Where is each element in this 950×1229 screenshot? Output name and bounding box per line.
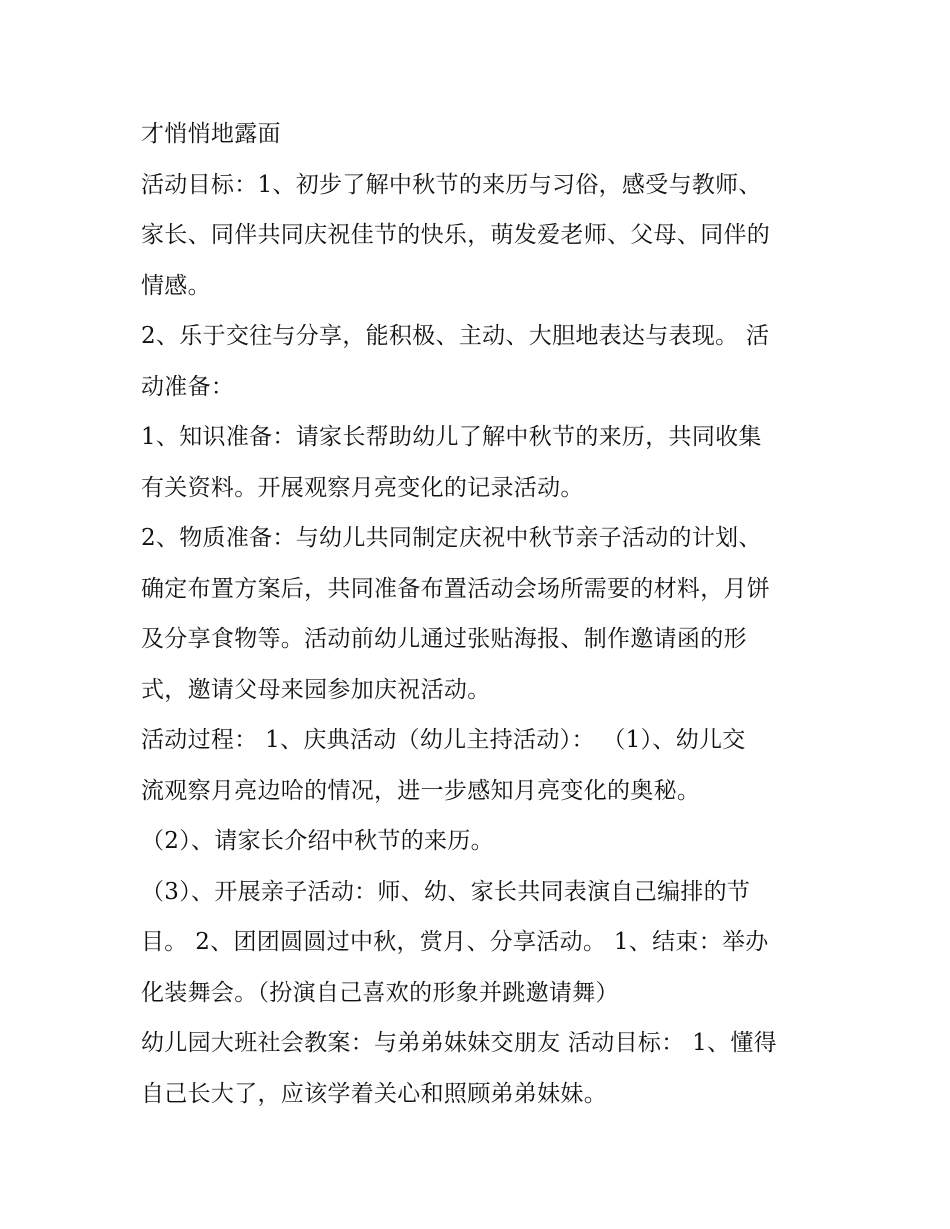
text-line: 活动目标：1、初步了解中秋节的来历与习俗，感受与教师、 xyxy=(141,171,762,198)
text-line: 确定布置方案后，共同准备布置活动会场所需要的材料，月饼 xyxy=(141,575,771,602)
text-line: 2、乐于交往与分享，能积极、主动、大胆地表达与表现。 活 xyxy=(141,323,770,349)
text-line: 自己长大了，应该学着关心和照顾弟弟妹妹。 xyxy=(141,1080,607,1107)
text-line: 化装舞会。（扮演自己喜欢的形象并跳邀请舞） xyxy=(141,979,619,1006)
text-line: 流观察月亮边哈的情况，进一步感知月亮变化的奥秘。 xyxy=(141,777,701,804)
text-line: （3）、开展亲子活动：师、幼、家长共同表演自己编排的节 xyxy=(141,878,751,905)
text-line: 2、物质准备：与幼儿共同制定庆祝中秋节亲子活动的计划、 xyxy=(141,525,762,551)
text-line: 式，邀请父母来园参加庆祝活动。 xyxy=(141,676,491,703)
text-line: 家长、同伴共同庆祝佳节的快乐，萌发爱老师、父母、同伴的 xyxy=(141,222,771,248)
text-line: 有关资料。开展观察月亮变化的记录活动。 xyxy=(141,474,584,501)
text-line: 幼儿园大班社会教案：与弟弟妹妹交朋友 活动目标： 1、懂得 xyxy=(141,1030,777,1056)
text-line: 活动过程： 1、庆典活动（幼儿主持活动）： （1）、幼儿交 xyxy=(141,727,746,753)
text-line: 目。 2、团团圆圆过中秋，赏月、分享活动。 1、结束：举办 xyxy=(141,929,769,955)
text-line: 1、知识准备：请家长帮助幼儿了解中秋节的来历，共同收集 xyxy=(141,424,762,450)
text-line: 动准备： xyxy=(141,373,235,400)
text-line: （2）、请家长介绍中秋节的来历。 xyxy=(141,828,494,854)
text-line: 情感。 xyxy=(141,272,211,299)
text-line: 才悄悄地露面 xyxy=(141,121,281,147)
document-body xyxy=(141,109,821,1119)
text-line: 及分享食物等。活动前幼儿通过张贴海报、制作邀请函的形 xyxy=(141,626,747,652)
